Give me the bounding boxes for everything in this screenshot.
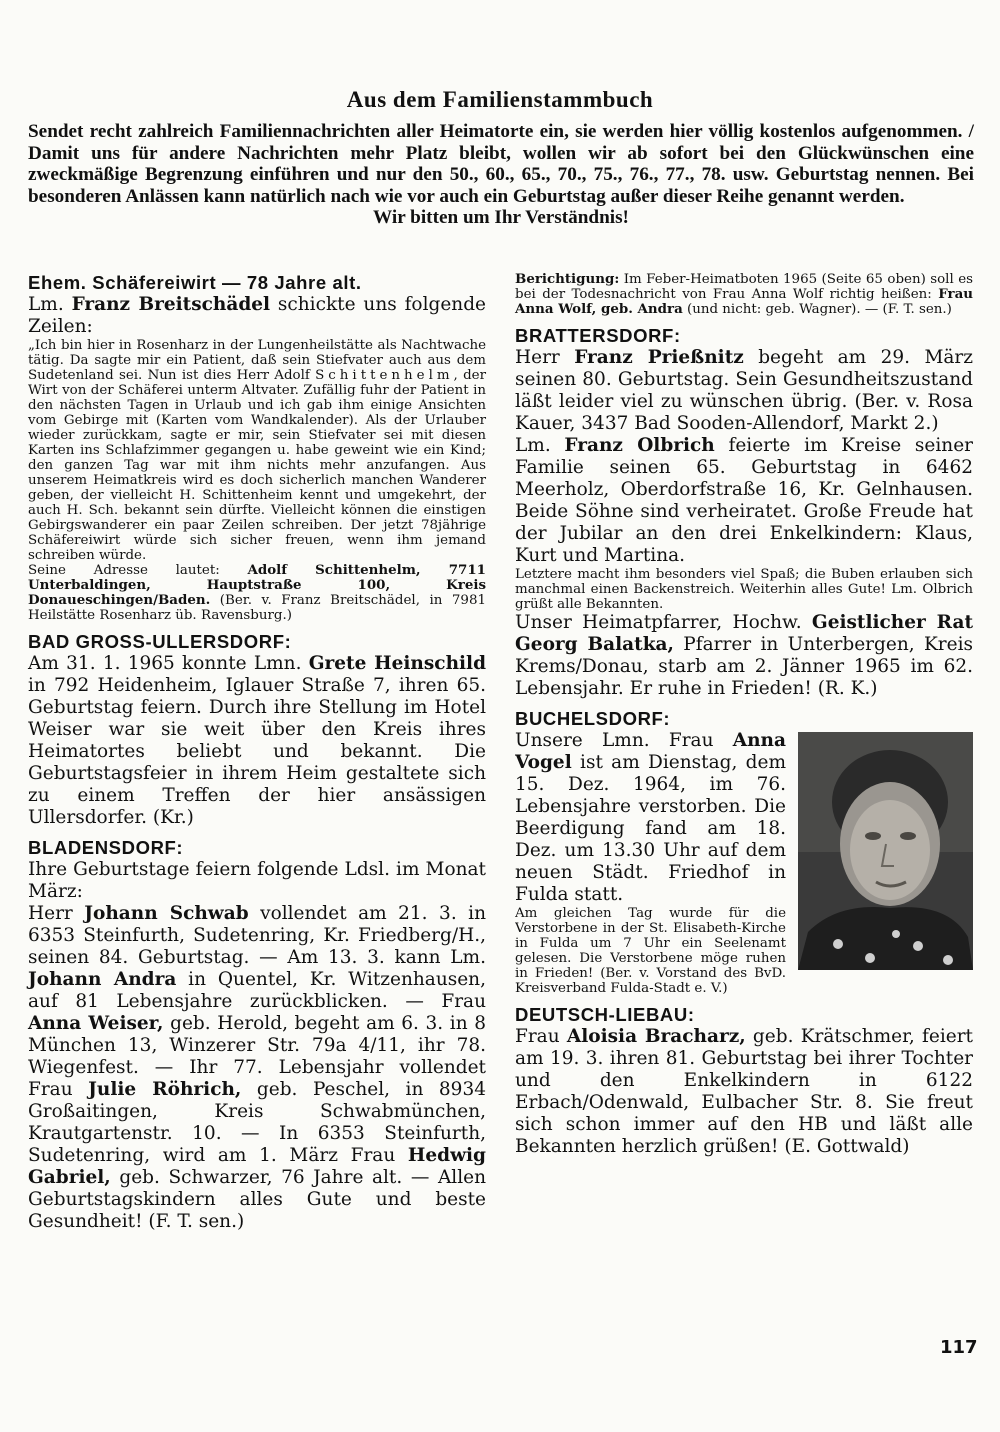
left-column <box>28 272 486 1233</box>
right-column <box>515 272 973 1158</box>
brattersdorf-p1: Herr Franz Prießnitz begeht am 29. März seinen 80. Geburtstag. Sein Gesundheitszustand läßt leider viel zu wünschen übrig. (Ber. v. Rosa Kauer, 3437 Bad Sooden-Allendorf, Markt 2.) <box>515 347 974 434</box>
buchelsdorf-text: Unsere Lmn. Frau Anna Vogel ist am Dienstag, dem 15. Dez. 1964, im 76. Lebensjahre verstorben. Die Beerdigung fand am 18. Dez. um 13.30 Uhr auf dem neuen Städt. Friedhof in Fulda statt. <box>515 730 786 905</box>
intro-text: Sendet recht zahlreich Familiennachrichten aller Heimatorte ein, sie werden hier völlig kostenlos aufgenommen. / Damit uns für andere Nachrichten mehr Platz bleibt, wollen wir ab sofort bei den Glückwünschen eine zweckmäßige Begrenzung einführen und nur den 50., 60., 65., 70., 75., 76., 77., 78. usw. Geburtstag nennen. Bei besonderen Anlässen kann natürlich nach wie vor auch ein Geburtstag außer dieser Reihe genannt werden. <box>28 121 974 207</box>
buchelsdorf-small: Am gleichen Tag wurde für die Verstorbene in der St. Elisabeth-Kirche in Fulda um 7 Uhr ein Seelenamt gelesen. Die Verstorbene möge ruhen in Frieden! (Ber. v. Vorstand des BvD. Kreisverband Fulda-Stadt e. V.) <box>515 906 786 996</box>
schaefer-heading: Ehem. Schäfereiwirt — 78 Jahre alt. <box>28 272 362 293</box>
page-number: 117 <box>940 1337 978 1358</box>
buchelsdorf-heading: BUCHELSDORF: <box>515 708 671 729</box>
buchelsdorf-block <box>515 730 973 996</box>
schaefer-letter: „Ich bin hier in Rosenharz in der Lungenheilstätte als Nachtwache tätig. Da sagte mir ein Patient, daß sein Stiefvater auch aus dem Sudetenland sei. Nun ist dies Herr Adolf Schittenhelm, der Wirt von der Schäferei unterm Altvater. Zufällig fuhr der Patient in den nächsten Tagen in Urlaub und ich gab ihm einige Ansichten vom Gebirge mit (Karten vom Wandkalender). Als der Urlauber wieder zurückkam, sagte er mir, sein Stiefvater sei mit diesen Karten ins Schlafzimmer gegangen u. habe geweint wie ein Kind; den ganzen Tag war mit ihm nichts mehr anzufangen. Aus unserem Heimatkreis wird es doch sicherlich manchen Wanderer geben, der vielleicht H. Schittenheim kennt und umgekehrt, der auch H. Sch. bekannt sein dürfte. Vielleicht können die einstigen Gebirgswanderer ein paar Zeilen schreiben. Der jetzt 78jährige Schäfereiwirt würde sich sicher freuen, wenn ihm jemand schreiben würde. <box>28 338 486 563</box>
brattersdorf-p3: Unser Heimatpfarrer, Hochw. Geistlicher Rat Georg Balatka, Pfarrer in Unterbergen, Kreis Krems/Donau, starb am 2. Jänner 1965 im 62. Lebensjahr. Er ruhe in Frieden! (R. K.) <box>515 612 973 699</box>
bladensdorf-text: Herr Johann Schwab vollendet am 21. 3. in 6353 Steinfurth, Sudetenring, Kr. Friedberg/H., seinen 84. Geburtstag. — Am 13. 3. kann Lm. Johann Andra in Quentel, Kr. Witzenhausen, auf 81 Lebensjahre zurückblicken. — Frau Anna Weiser, geb. Herold, begeht am 6. 3. in 8 München 13, Winzerer Str. 79a 4/11, ihr 78. Wiegenfest. — Ihr 77. Lebensjahr vollendet Frau Julie Röhrich, geb. Peschel, in 8934 Großaitingen, Kreis Schwabmünchen, Krautgartenstr. 10. — In 6353 Steinfurth, Sudetenring, wird am 1. März Frau Hedwig Gabriel, geb. Schwarzer, 76 Jahre alt. — Allen Geburtstagskindern alles Gute und beste Gesundheit! (F. T. sen.) <box>28 903 487 1232</box>
deutsch-liebau-text: Frau Aloisia Bracharz, geb. Krätschmer, feiert am 19. 3. ihren 81. Geburtstag bei ihrer Tochter und den Enkelkindern in 6122 Erbach/Odenwald, Eulbacher Str. 8. Sie freut sich schon immer auf den HB und läßt alle Bekannten herzlich grüßen! (E. Gottwald) <box>515 1026 973 1157</box>
brattersdorf-heading: BRATTERSDORF: <box>515 325 681 346</box>
intro-closing: Wir bitten um Ihr Verständnis! <box>373 207 629 228</box>
intro-notice <box>28 121 974 229</box>
bladensdorf-intro: Ihre Geburtstage feiern folgende Ldsl. im Monat März: <box>28 859 486 902</box>
deutsch-liebau-heading: DEUTSCH-LIEBAU: <box>515 1004 695 1025</box>
schaefer-lead: Lm. Franz Breitschädel schickte uns folgende Zeilen: <box>28 294 486 337</box>
portrait-photo <box>798 732 973 970</box>
brattersdorf-p2: Lm. Franz Olbrich feierte im Kreise seiner Familie seinen 65. Geburtstag in 6462 Meerholz, Oberdorfstraße 16, Kr. Gelnhausen. Beide Söhne sind verheiratet. Große Freude hat der Jubilar an den drei Enkelkindern: Klaus, Kurt und Martina. <box>515 435 973 566</box>
schaefer-address: Seine Adresse lautet: Adolf Schittenhelm, 7711 Unterbaldingen, Hauptstraße 100, Kreis Donaueschingen/Baden. (Ber. v. Franz Breitschädel, in 7981 Heilstätte Rosenharz üb. Ravensburg.) <box>28 562 486 623</box>
bad-gross-ullersdorf-text: Am 31. 1. 1965 konnte Lmn. Grete Heinschild in 792 Heidenheim, Iglauer Straße 7, ihren 65. Geburtstag feiern. Durch ihre Stellung im Hotel Weiser war sie weit über den Kreis ihres Heimatortes beliebt und bekannt. Die Geburtstagsfeier in ihrem Heim gestaltete sich zu einem Treffen der hier ansässigen Ullersdorfer. (Kr.) <box>28 653 487 828</box>
bad-gross-ullersdorf-heading: BAD GROSS-ULLERSDORF: <box>28 631 292 652</box>
name-franz-breitschaedel: Franz Breitschädel <box>71 294 271 315</box>
page-title: Aus dem Familienstammbuch <box>346 87 654 112</box>
berichtigung-note: Berichtigung: Im Feber-Heimatboten 1965 (Seite 65 oben) soll es bei der Todesnachricht von Frau Anna Wolf richtig heißen: Frau Anna Wolf, geb. Andra (und nicht: geb. Wagner). — (F. T. sen.) <box>515 271 973 317</box>
bladensdorf-heading: BLADENSDORF: <box>28 837 184 858</box>
brattersdorf-p2-small: Letztere macht ihm besonders viel Spaß; die Buben erlauben sich manchmal einen Backenstreich. Weiterhin alles Gute! Lm. Olbrich grüßt alle Bekannten. <box>515 567 973 612</box>
